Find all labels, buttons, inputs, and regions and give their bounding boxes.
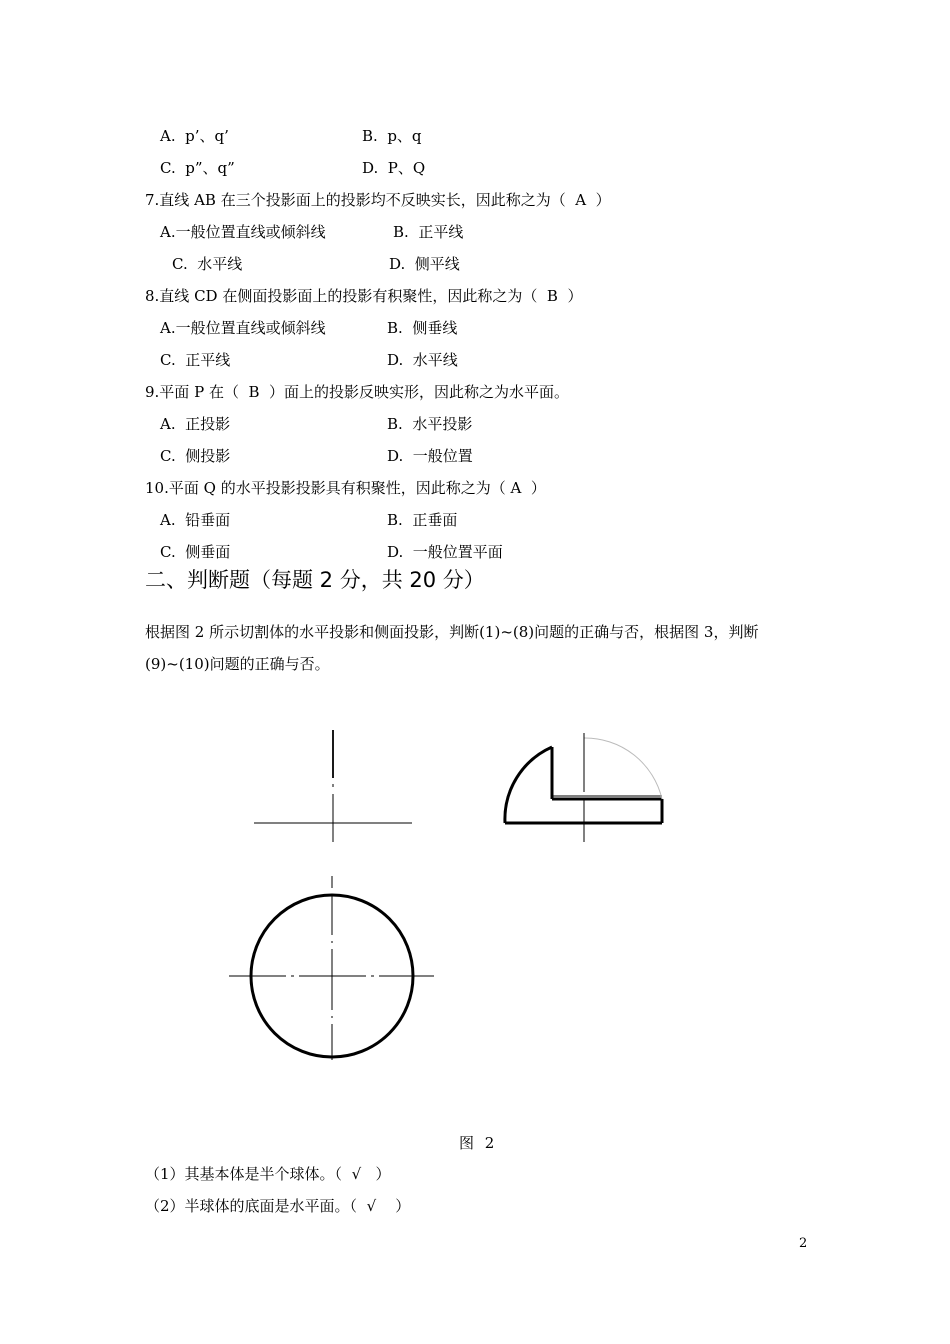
q7-option-a: A.一般位置直线或倾斜线 bbox=[160, 223, 326, 241]
q10-option-a: A. 铅垂面 bbox=[160, 511, 231, 529]
intro-line-2: (9)~(10)问题的正确与否。 bbox=[145, 655, 330, 673]
q7-stem: 7.直线 AB 在三个投影面上的投影均不反映实长，因此称之为（ A ） bbox=[145, 191, 611, 209]
view-top-left-centerlines bbox=[254, 730, 412, 842]
q8-option-b: B. 侧垂线 bbox=[387, 319, 458, 337]
q7-option-d: D. 侧平线 bbox=[389, 255, 460, 273]
q8-stem: 8.直线 CD 在侧面投影面上的投影有积聚性，因此称之为（ B ） bbox=[145, 287, 583, 305]
q6-option-a: A. p’、q’ bbox=[160, 127, 229, 145]
q8-option-d: D. 水平线 bbox=[387, 351, 458, 369]
figure-caption: 图 2 bbox=[459, 1134, 498, 1152]
q9-option-b: B. 水平投影 bbox=[387, 415, 473, 433]
judgment-item-1: （1）其基本体是半个球体。（ √ ） bbox=[145, 1165, 391, 1183]
q10-option-b: B. 正垂面 bbox=[387, 511, 458, 529]
q10-option-c: C. 侧垂面 bbox=[160, 543, 231, 561]
q7-option-c: C. 水平线 bbox=[172, 255, 243, 273]
q6-option-c: C. p”、q” bbox=[160, 159, 235, 177]
intro-line-1: 根据图 2 所示切割体的水平投影和侧面投影，判断(1)~(8)问题的正确与否，根据图 3，判断 bbox=[145, 623, 759, 641]
q10-stem: 10.平面 Q 的水平投影投影具有积聚性，因此称之为（ A ） bbox=[145, 479, 546, 497]
q7-option-b: B. 正平线 bbox=[393, 223, 464, 241]
q9-option-c: C. 侧投影 bbox=[160, 447, 231, 465]
view-side-cut-hemisphere bbox=[505, 733, 662, 842]
q6-option-d: D. P、Q bbox=[362, 159, 426, 177]
q8-option-c: C. 正平线 bbox=[160, 351, 231, 369]
q8-option-a: A.一般位置直线或倾斜线 bbox=[160, 319, 326, 337]
q10-option-d: D. 一般位置平面 bbox=[387, 543, 503, 561]
q6-option-b: B. p、q bbox=[362, 127, 422, 145]
q9-stem: 9.平面 P 在（ B ）面上的投影反映实形，因此称之为水平面。 bbox=[145, 383, 570, 401]
page-number: 2 bbox=[799, 1236, 808, 1251]
q9-option-d: D. 一般位置 bbox=[387, 447, 473, 465]
q9-option-a: A. 正投影 bbox=[160, 415, 231, 433]
judgment-item-2: （2）半球体的底面是水平面。（ √ ） bbox=[145, 1197, 411, 1215]
view-bottom-circle bbox=[229, 876, 434, 1060]
section-heading: 二、判断题（每题 2 分，共 20 分） bbox=[145, 568, 485, 592]
